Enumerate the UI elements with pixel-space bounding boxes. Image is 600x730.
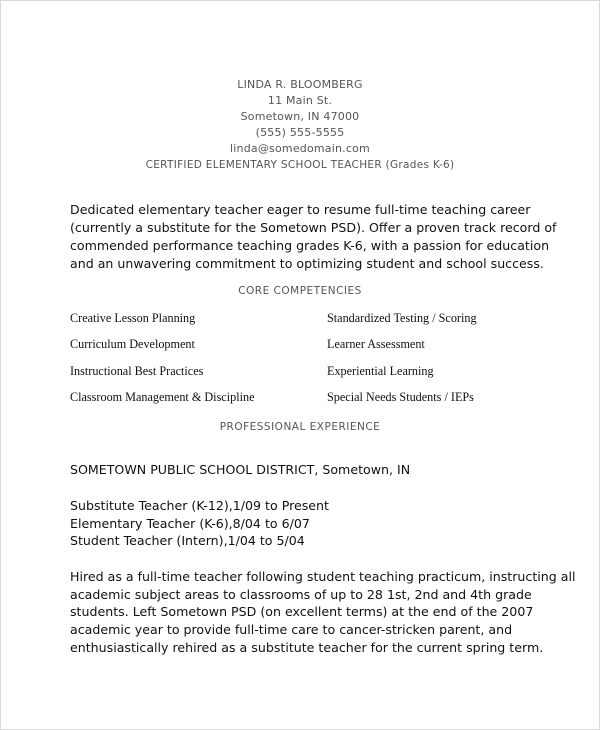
- competency-row: [70, 337, 530, 363]
- competency-item: Classroom Management & Discipline: [70, 389, 255, 404]
- competency-item: Curriculum Development: [70, 337, 195, 352]
- professional-headline: CERTIFIED ELEMENTARY SCHOOL TEACHER (Grades K-6): [145, 159, 455, 171]
- competency-item: Standardized Testing / Scoring: [327, 311, 477, 325]
- role-item: Elementary Teacher (K-6),8/04 to 6/07: [70, 515, 310, 531]
- description-line: academic subject areas to classrooms of up to 28 1st, 2nd and 4th grade: [70, 586, 532, 602]
- description-line: academic year to provide full-time care to cancer-stricken parent, and: [70, 622, 513, 638]
- description-line: enthusiastically rehired as a substitute teacher for the current spring term.: [70, 639, 544, 655]
- competencies-list: [70, 311, 530, 416]
- competency-row: [70, 364, 530, 390]
- city-state-zip: Sometown, IN 47000: [240, 110, 360, 123]
- description-line: students. Left Sometown PSD (on excellent terms) at the end of the 2007: [70, 604, 534, 620]
- competency-item: Experiential Learning: [327, 363, 434, 378]
- summary-paragraph: [70, 201, 570, 273]
- competency-item: Instructional Best Practices: [70, 363, 204, 378]
- candidate-name: LINDA R. BLOOMBERG: [237, 78, 363, 91]
- summary-line: Dedicated elementary teacher eager to resume full-time teaching career: [70, 202, 531, 217]
- roles-list: [70, 497, 329, 550]
- summary-line: (currently a substitute for the Sometown PSD). Offer a proven track record of: [70, 220, 557, 235]
- experience-description: [70, 568, 576, 657]
- competency-row: [70, 311, 530, 337]
- summary-line: and an unwavering commitment to optimizing student and school success.: [70, 256, 544, 271]
- description-line: Hired as a full-time teacher following student teaching practicum, instructing all: [70, 569, 576, 584]
- phone-number: (555) 555-5555: [255, 126, 345, 139]
- experience-heading: PROFESSIONAL EXPERIENCE: [219, 421, 381, 433]
- competency-item: Special Needs Students / IEPs: [327, 389, 474, 404]
- summary-line: commended performance teaching grades K-6, with a passion for education: [70, 238, 550, 253]
- role-item: Substitute Teacher (K-12),1/09 to Present: [70, 498, 329, 513]
- employer-name: SOMETOWN PUBLIC SCHOOL DISTRICT, Sometown, IN: [70, 462, 411, 477]
- competency-row: [70, 390, 530, 416]
- role-item: Student Teacher (Intern),1/04 to 5/04: [70, 533, 305, 548]
- competencies-heading: CORE COMPETENCIES: [238, 285, 362, 297]
- street-address: 11 Main St.: [267, 94, 333, 107]
- email-address: linda@somedomain.com: [230, 142, 370, 155]
- competency-item: Learner Assessment: [327, 337, 425, 352]
- contact-header: [1, 77, 599, 157]
- competency-item: Creative Lesson Planning: [70, 311, 196, 325]
